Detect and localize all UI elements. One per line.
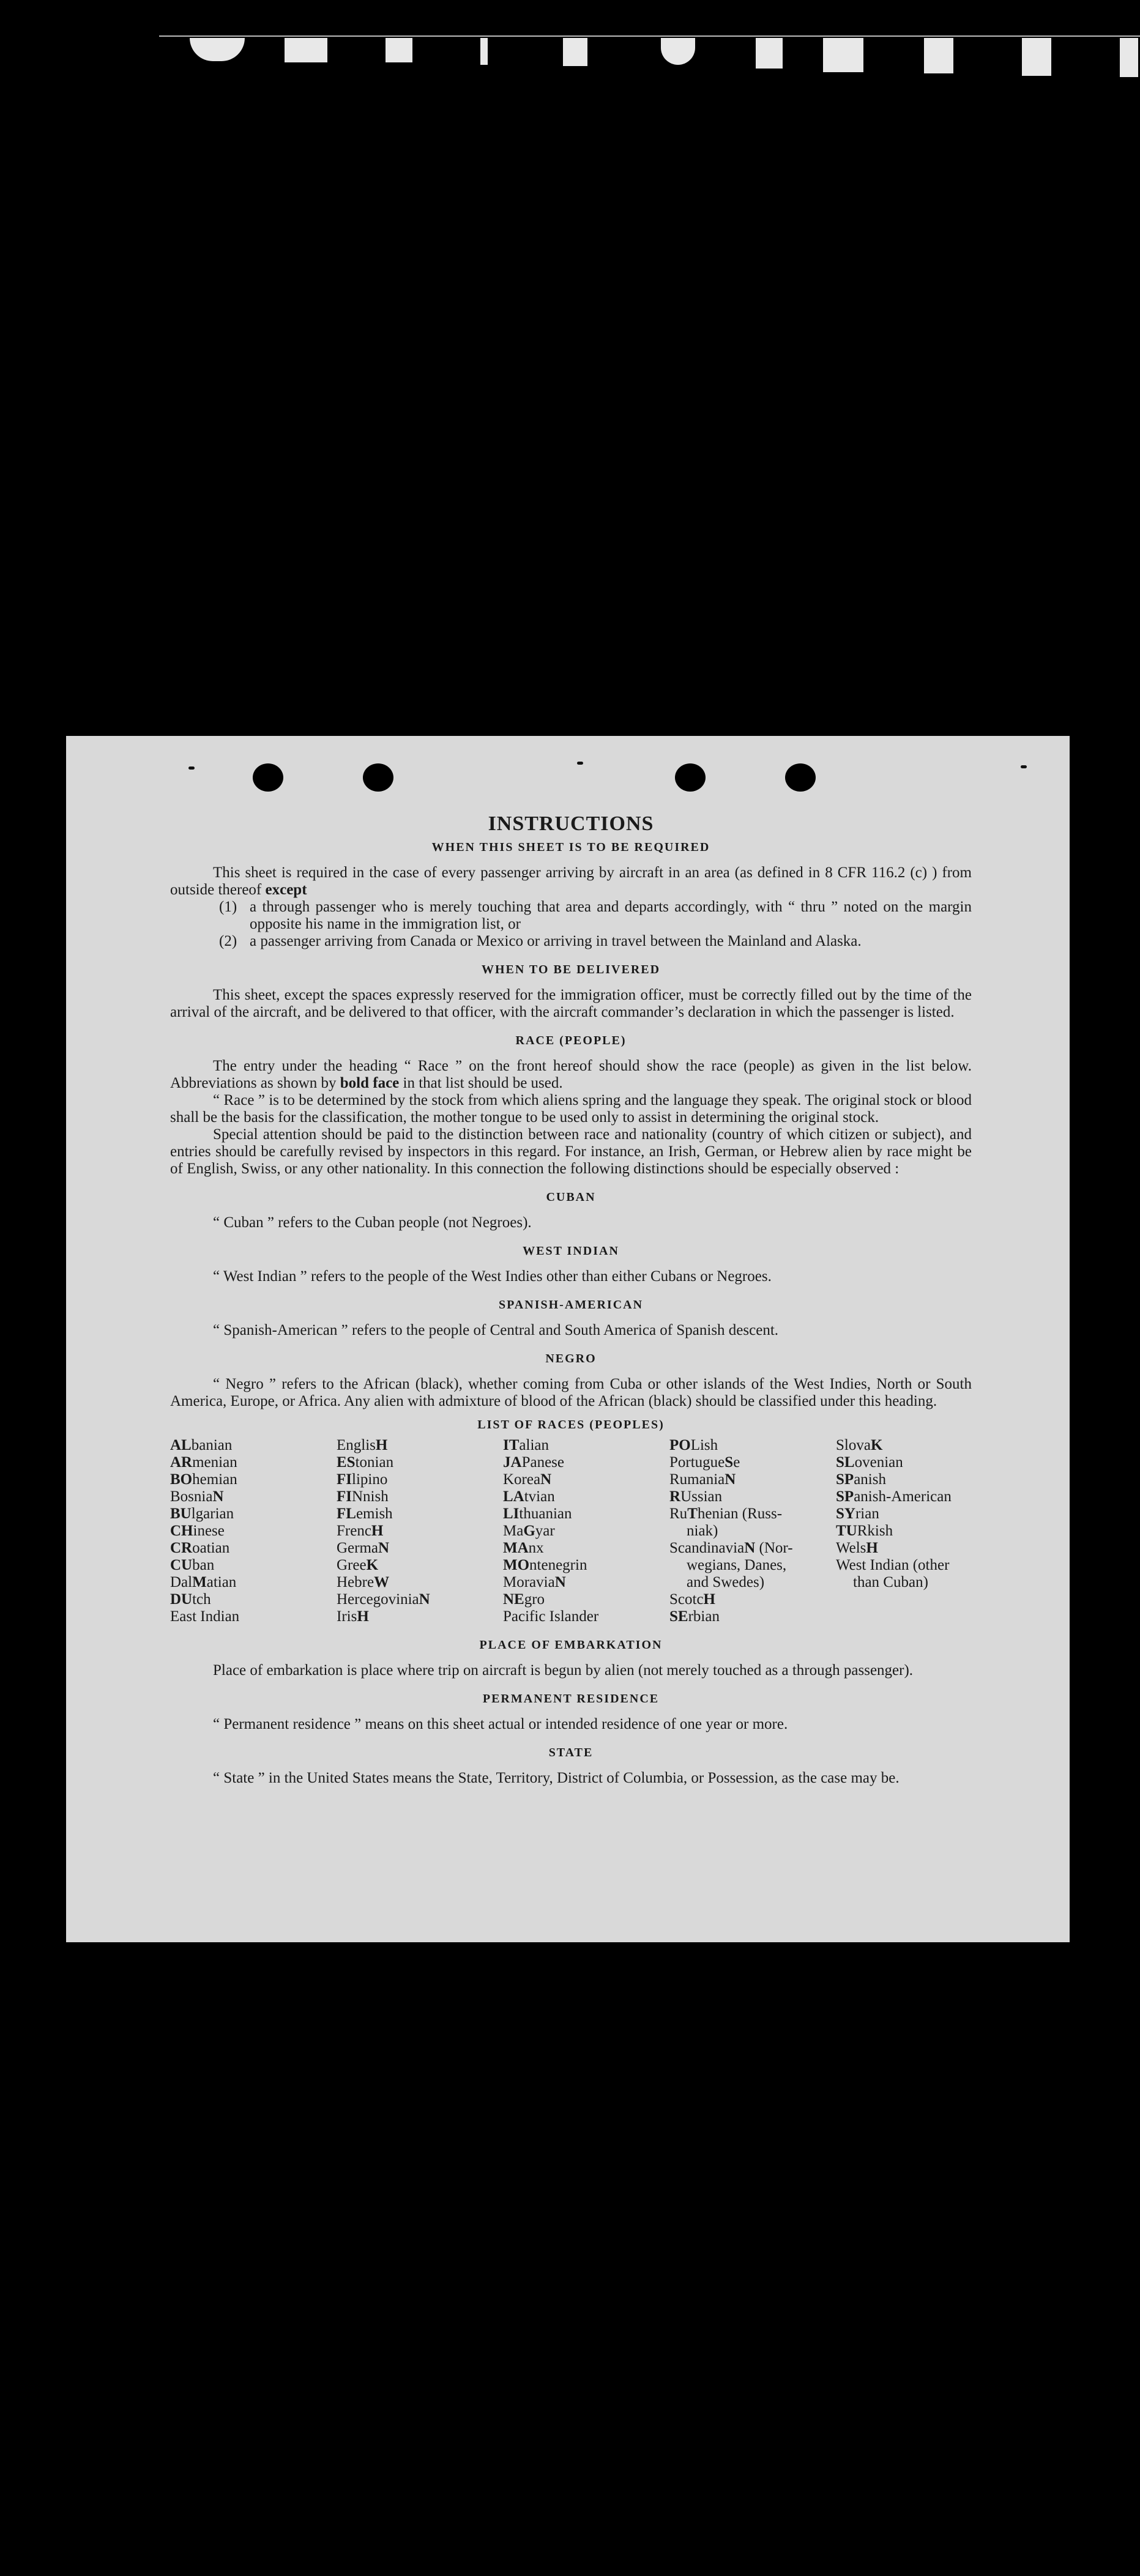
- race-name-text: Nnish: [352, 1488, 389, 1505]
- race-abbreviation: ES: [337, 1454, 356, 1471]
- race-entry: [170, 1488, 337, 1505]
- race-entry: [170, 1454, 337, 1471]
- race-name-text: Panese: [521, 1454, 564, 1471]
- except-bold: except: [265, 882, 307, 898]
- race-name-text: emish: [356, 1505, 393, 1522]
- list-item-number: (1): [219, 899, 237, 915]
- race-abbreviation: BO: [170, 1471, 193, 1488]
- punch-hole: [363, 763, 393, 792]
- race-name-text: Englis: [337, 1437, 376, 1453]
- heading-place-of-embarkation: PLACE OF EMBARKATION: [479, 1638, 663, 1652]
- list-item: [219, 899, 972, 933]
- heading-west-indian: WEST INDIAN: [523, 1244, 619, 1258]
- race-entry: [669, 1488, 836, 1505]
- race-abbreviation: M: [192, 1574, 207, 1591]
- race-name-text: Portugue: [669, 1454, 725, 1471]
- paragraph-when-required-text: This sheet is required in the case of every passenger arriving by aircraft in an area (as defined in 8 CFR 116.2 (c) ) from outside thereof: [170, 864, 972, 898]
- race-name-text: East Indian: [170, 1608, 240, 1625]
- race-name-text: Hebre: [337, 1574, 374, 1591]
- race-entry: [669, 1523, 836, 1540]
- race-entry: [503, 1574, 669, 1591]
- races-column: [669, 1437, 836, 1625]
- race-name-text: Germa: [337, 1540, 379, 1556]
- race-name-text: Lish: [690, 1437, 718, 1453]
- race-entry: [503, 1471, 669, 1488]
- heading-when-required: WHEN THIS SHEET IS TO BE REQUIRED: [431, 841, 710, 854]
- race-abbreviation: N: [212, 1488, 224, 1505]
- race-name-text: Iris: [337, 1608, 357, 1625]
- heading-permanent-residence: PERMANENT RESIDENCE: [482, 1692, 660, 1706]
- race-entry: [170, 1505, 337, 1523]
- race-abbreviation: SY: [836, 1505, 855, 1522]
- race-abbreviation: CU: [170, 1557, 193, 1573]
- race-entry: [836, 1488, 972, 1505]
- race-name-text: tch: [192, 1591, 211, 1608]
- race-name-text: and Swedes): [687, 1574, 765, 1591]
- race-abbreviation: H: [375, 1437, 388, 1453]
- race-name-text: oatian: [192, 1540, 230, 1556]
- race-name-text: henian (Russ-: [697, 1505, 783, 1522]
- race-abbreviation: W: [374, 1574, 390, 1591]
- race-entry: [503, 1608, 669, 1625]
- race-abbreviation: SP: [836, 1488, 854, 1505]
- paragraph-west-indian: “ West Indian ” refers to the people of the West Indies other than either Cubans or Negroes.: [213, 1268, 772, 1285]
- races-list: [170, 1437, 972, 1625]
- race-entry: [669, 1591, 836, 1608]
- race-abbreviation: CR: [170, 1540, 193, 1556]
- race-name-text: than Cuban): [853, 1574, 928, 1591]
- race-abbreviation: K: [366, 1557, 379, 1573]
- race-entry: [836, 1505, 972, 1523]
- race-abbreviation: LI: [503, 1505, 520, 1522]
- races-column: [503, 1437, 669, 1625]
- document-title: INSTRUCTIONS: [488, 812, 654, 835]
- race-entry: [337, 1523, 503, 1540]
- race-name-text: atian: [206, 1574, 237, 1591]
- film-mark: [386, 38, 412, 62]
- race-entry: [836, 1540, 972, 1557]
- race-entry: [503, 1523, 669, 1540]
- paragraph-when-required: [170, 864, 972, 899]
- race-abbreviation: BU: [170, 1505, 192, 1522]
- race-abbreviation: N: [725, 1471, 736, 1488]
- race-abbreviation: N: [419, 1591, 430, 1608]
- race-name-text: Ussian: [680, 1488, 723, 1505]
- race-entry: [503, 1591, 669, 1608]
- race-entry: [836, 1454, 972, 1471]
- film-mark: [480, 38, 488, 65]
- film-mark: [1022, 38, 1051, 76]
- race-entry: [337, 1557, 503, 1574]
- race-abbreviation: G: [523, 1523, 535, 1539]
- race-abbreviation: SL: [836, 1454, 855, 1471]
- heading-cuban: CUBAN: [546, 1190, 596, 1204]
- paragraph-when-delivered: This sheet, except the spaces expressly reserved for the immigration officer, must be correctly filled out by the time of the arrival of the aircraft, and be delivered to that officer, with the aircraft commander’s declaration in which the passenger is listed.: [170, 987, 972, 1020]
- film-mark: [563, 38, 587, 66]
- heading-spanish-american: SPANISH-AMERICAN: [498, 1298, 644, 1312]
- paragraph-cuban: “ Cuban ” refers to the Cuban people (not Negroes).: [213, 1214, 532, 1231]
- race-name-text: yar: [535, 1523, 555, 1539]
- race-entry: [170, 1471, 337, 1488]
- race-name-text: ban: [192, 1557, 215, 1573]
- race-name-text: Moravia: [503, 1574, 555, 1591]
- race-name-text: anish: [854, 1471, 886, 1488]
- list-item: [219, 933, 972, 950]
- film-mark: [190, 38, 245, 61]
- race-name-text: Wels: [836, 1540, 866, 1556]
- race-abbreviation: H: [371, 1523, 384, 1539]
- race-name-text: lipino: [352, 1471, 388, 1488]
- film-mark: [823, 38, 863, 72]
- race-abbreviation: JA: [503, 1454, 522, 1471]
- race-name-text: anish-American: [854, 1488, 952, 1505]
- race-name-text: tonian: [355, 1454, 394, 1471]
- race-abbreviation: DU: [170, 1591, 193, 1608]
- race-entry: [503, 1557, 669, 1574]
- race-entry: [170, 1523, 337, 1540]
- film-edge-line: [159, 35, 1140, 37]
- list-item-text: a passenger arriving from Canada or Mexico or arriving in travel between the Mainland and Alaska.: [250, 933, 862, 949]
- race-entry: [836, 1471, 972, 1488]
- race-name-text: Pacific Islander: [503, 1608, 599, 1625]
- race-abbreviation: AR: [170, 1454, 193, 1471]
- film-mark: [285, 38, 327, 62]
- race-entry: [337, 1591, 503, 1608]
- paragraph-race-3: Special attention should be paid to the distinction between race and nationality (country of which citizen or subject), and entries should be carefully revised by inspectors in this regard. For instance, an Irish, German, or Hebrew alien by race might be of English, Swiss, or any other nationality. In this connection the following distinctions should be especially observed :: [170, 1126, 972, 1177]
- race-p1-a: The entry under the heading “ Race ” on the front hereof should show the race (people) as given in the list below. Abbreviations as shown by: [170, 1058, 972, 1091]
- paragraph-place-of-embarkation: Place of embarkation is place where trip on aircraft is begun by alien (not merely touched as a through passenger).: [213, 1662, 914, 1679]
- race-entry: [503, 1488, 669, 1505]
- race-name-text: ntenegrin: [529, 1557, 587, 1573]
- race-abbreviation: FI: [337, 1471, 352, 1488]
- race-entry: [669, 1471, 836, 1488]
- race-entry: [503, 1437, 669, 1454]
- race-abbreviation: MA: [503, 1540, 529, 1556]
- race-name-text: Slova: [836, 1437, 871, 1453]
- race-name-text: alian: [519, 1437, 549, 1453]
- races-column: [170, 1437, 337, 1625]
- race-entry: [337, 1574, 503, 1591]
- race-name-text: Hercegovinia: [337, 1591, 419, 1608]
- paragraph-permanent-residence: “ Permanent residence ” means on this sheet actual or intended residence of one year or more.: [213, 1716, 788, 1732]
- race-abbreviation: IT: [503, 1437, 520, 1453]
- paragraph-race-2: “ Race ” is to be determined by the stock from which aliens spring and the language they speak. The original stock or blood shall be the basis for the classification, the mother tongue to be used only to assist in determining the original stock.: [170, 1092, 972, 1126]
- race-entry: [337, 1540, 503, 1557]
- race-entry: [337, 1505, 503, 1523]
- race-name-text: Dal: [170, 1574, 193, 1591]
- race-name-text: tvian: [524, 1488, 555, 1505]
- race-name-text: hemian: [192, 1471, 237, 1488]
- race-entry: [669, 1454, 836, 1471]
- race-entry: [836, 1574, 972, 1591]
- race-entry: [170, 1608, 337, 1625]
- race-entry: [337, 1454, 503, 1471]
- race-name-text: Korea: [503, 1471, 541, 1488]
- speck: [188, 766, 195, 770]
- race-entry: [170, 1437, 337, 1454]
- race-abbreviation: T: [687, 1505, 698, 1522]
- races-column: [836, 1437, 972, 1625]
- film-mark: [1120, 38, 1138, 77]
- race-name-text: Rumania: [669, 1471, 725, 1488]
- paragraph-state: “ State ” in the United States means the State, Territory, District of Columbia, or Possession, as the case may be.: [213, 1770, 900, 1786]
- race-abbreviation: SP: [836, 1471, 854, 1488]
- race-name-text: lgarian: [191, 1505, 234, 1522]
- race-abbreviation: AL: [170, 1437, 192, 1453]
- race-name-text: inese: [193, 1523, 225, 1539]
- film-frame-marks: [177, 38, 1140, 81]
- paragraph-negro: “ Negro ” refers to the African (black), whether coming from Cuba or other islands of the West Indies, North or South America, Europe, or Africa. Any alien with admixture of blood of the African (black) should be classified under this heading.: [170, 1376, 972, 1409]
- race-name-text: Scandinavia: [669, 1540, 745, 1556]
- punch-hole: [785, 763, 816, 792]
- punch-hole: [675, 763, 706, 792]
- film-mark: [661, 38, 695, 65]
- race-abbreviation: CH: [170, 1523, 193, 1539]
- race-abbreviation: SE: [669, 1608, 688, 1625]
- list-item-text: a through passenger who is merely touching that area and departs accordingly, with “ thru ” noted on the margin opposite his name in the immigration list, or: [250, 899, 972, 932]
- race-abbreviation: TU: [836, 1523, 857, 1539]
- race-abbreviation: NE: [503, 1591, 524, 1608]
- race-abbreviation: LA: [503, 1488, 524, 1505]
- race-entry: [836, 1557, 972, 1574]
- race-entry: [337, 1608, 503, 1625]
- heading-list-of-races: LIST OF RACES (PEOPLES): [477, 1418, 665, 1431]
- paragraph-race-1: [170, 1058, 972, 1092]
- bold-face-text: bold face: [340, 1075, 400, 1091]
- race-abbreviation: MO: [503, 1557, 530, 1573]
- race-name-text: niak): [687, 1523, 718, 1539]
- race-abbreviation: H: [866, 1540, 878, 1556]
- race-name-text: (Nor-: [755, 1540, 793, 1556]
- race-name-text: e: [733, 1454, 740, 1471]
- race-name-text: Ma: [503, 1523, 524, 1539]
- heading-when-delivered: WHEN TO BE DELIVERED: [481, 963, 661, 976]
- race-entry: [337, 1437, 503, 1454]
- race-name-text: rian: [855, 1505, 879, 1522]
- race-name-text: menian: [192, 1454, 237, 1471]
- race-entry: [170, 1591, 337, 1608]
- paragraph-spanish-american: “ Spanish-American ” refers to the people of Central and South America of Spanish descent.: [213, 1322, 779, 1338]
- race-entry: [669, 1437, 836, 1454]
- race-abbreviation: N: [378, 1540, 390, 1556]
- race-entry: [836, 1523, 972, 1540]
- race-entry: [669, 1557, 836, 1574]
- race-name-text: Rkish: [857, 1523, 893, 1539]
- race-abbreviation: PO: [669, 1437, 691, 1453]
- heading-negro: NEGRO: [545, 1352, 597, 1365]
- race-entry: [669, 1540, 836, 1557]
- race-name-text: rbian: [688, 1608, 720, 1625]
- race-entry: [503, 1505, 669, 1523]
- race-entry: [503, 1540, 669, 1557]
- race-entry: [170, 1540, 337, 1557]
- race-abbreviation: N: [540, 1471, 552, 1488]
- race-p1-b: in that list should be used.: [403, 1075, 563, 1091]
- race-name-text: wegians, Danes,: [687, 1557, 787, 1573]
- race-entry: [669, 1574, 836, 1591]
- race-name-text: Gree: [337, 1557, 367, 1573]
- race-entry: [337, 1471, 503, 1488]
- race-abbreviation: FI: [337, 1488, 352, 1505]
- film-mark: [756, 38, 783, 69]
- speck: [1021, 765, 1027, 768]
- race-name-text: Ru: [669, 1505, 688, 1522]
- race-name-text: nx: [528, 1540, 544, 1556]
- race-entry: [836, 1437, 972, 1454]
- race-entry: [503, 1454, 669, 1471]
- document-content: [170, 812, 972, 1787]
- races-column: [337, 1437, 503, 1625]
- punch-hole: [253, 763, 283, 792]
- race-abbreviation: N: [744, 1540, 756, 1556]
- race-name-text: Scotc: [669, 1591, 704, 1608]
- race-abbreviation: H: [703, 1591, 715, 1608]
- race-name-text: thuanian: [519, 1505, 572, 1522]
- race-name-text: gro: [524, 1591, 545, 1608]
- race-abbreviation: R: [669, 1488, 681, 1505]
- speck: [577, 762, 583, 765]
- race-name-text: Frenc: [337, 1523, 371, 1539]
- race-name-text: West Indian (other: [836, 1557, 950, 1573]
- race-abbreviation: S: [725, 1454, 734, 1471]
- race-name-text: banian: [191, 1437, 233, 1453]
- list-item-number: (2): [219, 933, 237, 949]
- heading-race: RACE (PEOPLE): [515, 1034, 627, 1047]
- document-sheet: [66, 736, 1070, 1942]
- race-name-text: Bosnia: [170, 1488, 213, 1505]
- race-entry: [170, 1574, 337, 1591]
- race-abbreviation: FL: [337, 1505, 356, 1522]
- race-abbreviation: H: [357, 1608, 369, 1625]
- race-entry: [337, 1488, 503, 1505]
- race-entry: [669, 1608, 836, 1625]
- race-name-text: ovenian: [854, 1454, 903, 1471]
- race-entry: [669, 1505, 836, 1523]
- race-abbreviation: K: [870, 1437, 883, 1453]
- race-abbreviation: N: [554, 1574, 566, 1591]
- race-entry: [170, 1557, 337, 1574]
- film-mark: [924, 38, 953, 73]
- heading-state: STATE: [548, 1746, 594, 1759]
